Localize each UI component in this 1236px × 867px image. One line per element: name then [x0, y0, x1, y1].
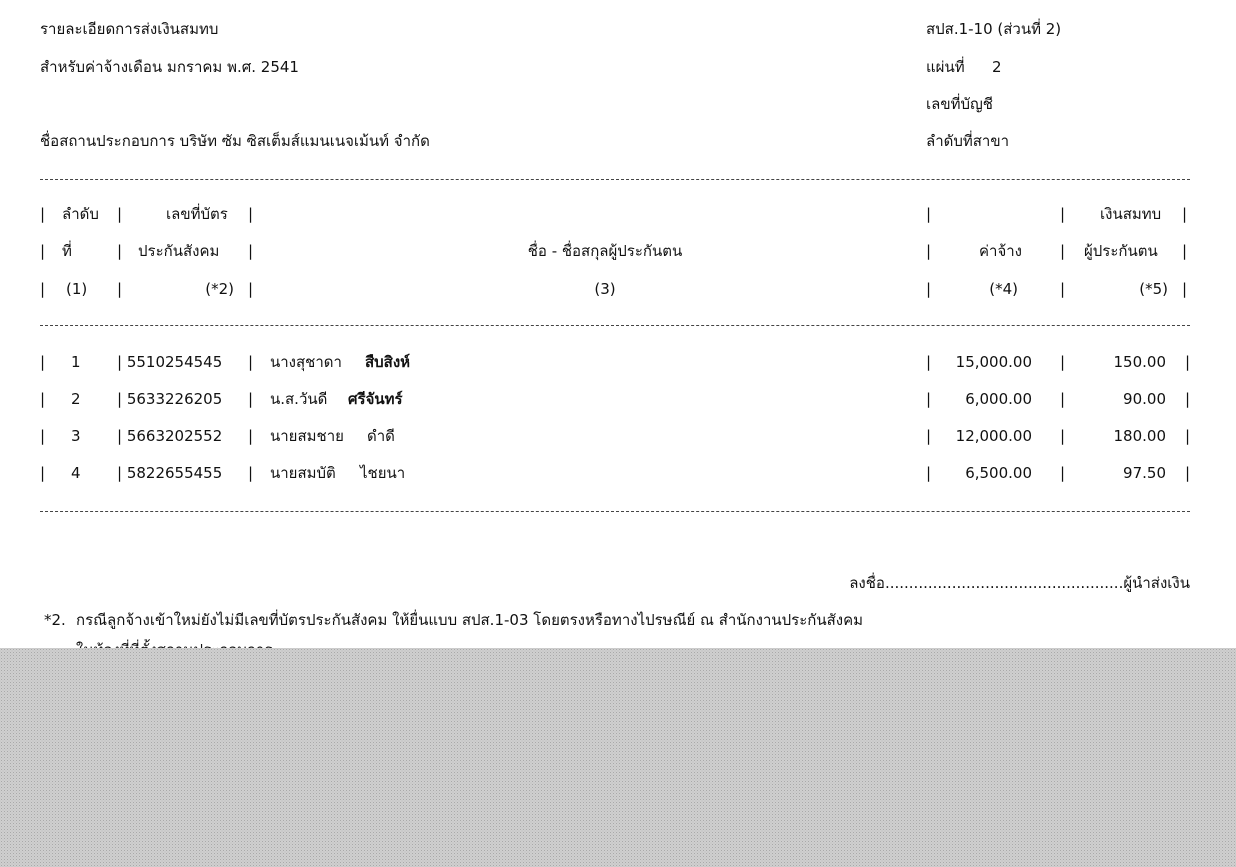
note-text: กรณีลูกจ้างเข้าใหม่ยังไม่มีเลขที่บัตรประกันสังคม ให้ยื่นแบบ สปส.1-03 โดยตรงหรือทางไปรษณีย์ ณ สำนักงานประกันสังคม — [76, 611, 864, 629]
row-wage: 12,000.00 — [955, 427, 1032, 445]
row-contrib: 90.00 — [1123, 390, 1166, 408]
scan-background — [0, 648, 1236, 867]
bar: | — [40, 353, 46, 371]
bar: | — [1060, 427, 1066, 445]
row-wage: 6,000.00 — [965, 390, 1032, 408]
sheet-number: 2 — [992, 58, 1002, 76]
row-card-number: 5663202552 — [126, 427, 223, 445]
account-label: เลขที่บัญชี — [926, 95, 993, 113]
document-title: รายละเอียดการส่งเงินสมทบ — [40, 20, 219, 38]
header-contrib-1: เงินสมทบ — [1100, 205, 1162, 223]
bar: | — [1060, 390, 1066, 408]
row-title: นายสมชาย — [270, 427, 344, 445]
bar: | — [40, 242, 46, 260]
header-card-3: (*2) — [205, 280, 234, 298]
form-code: สปส.1-10 (ส่วนที่ 2) — [926, 20, 1062, 38]
bar: | — [117, 205, 123, 223]
header-wage-2: ค่าจ้าง — [979, 242, 1022, 260]
row-card: | 5510254545 — [117, 353, 223, 371]
row-wage: 6,500.00 — [965, 464, 1032, 482]
header-wage-3: (*4) — [989, 280, 1018, 298]
header-contrib-3: (*5) — [1139, 280, 1168, 298]
bar: | — [40, 464, 46, 482]
employer-name: ชื่อสถานประกอบการ บริษัท ซัม ซิสเต็มส์แมนเนจเม้นท์ จำกัด — [40, 132, 430, 150]
row-contrib: 97.50 — [1123, 464, 1166, 482]
bar: | — [926, 280, 932, 298]
header-card-1: เลขที่บัตร — [166, 205, 228, 223]
bar: | — [926, 464, 932, 482]
bar: | — [1185, 464, 1191, 482]
row-title: นายสมบัติ — [270, 464, 336, 482]
bar: | — [40, 280, 46, 298]
bar: | — [40, 390, 46, 408]
bar: | — [1182, 242, 1188, 260]
divider-middle — [40, 325, 1190, 326]
bar: | — [1185, 353, 1191, 371]
bar: | — [1185, 427, 1191, 445]
divider-bottom — [40, 511, 1190, 512]
row-surname: ดำดี — [367, 427, 395, 445]
bar: | — [1060, 464, 1066, 482]
row-contrib: 180.00 — [1113, 427, 1166, 445]
bar: | — [117, 280, 123, 298]
row-surname: สืบสิงห์ — [365, 353, 411, 371]
header-seq-3: (1) — [66, 280, 88, 298]
row-card-number: 5510254545 — [126, 353, 223, 371]
branch-label: ลำดับที่สาขา — [926, 132, 1010, 150]
bar: | — [926, 390, 932, 408]
row-seq: 2 — [71, 390, 81, 408]
row-card-number: 5633226205 — [126, 390, 223, 408]
bar: | — [248, 242, 254, 260]
row-wage: 15,000.00 — [955, 353, 1032, 371]
bar: | — [248, 390, 254, 408]
header-name-3: (3) — [594, 280, 616, 298]
bar: | — [248, 280, 254, 298]
row-contrib: 150.00 — [1113, 353, 1166, 371]
divider-top — [40, 179, 1190, 180]
bar: | — [1060, 242, 1066, 260]
bar: | — [40, 427, 46, 445]
bar: | — [117, 242, 123, 260]
bar: | — [1185, 390, 1191, 408]
row-seq: 4 — [71, 464, 81, 482]
note-marker: *2. — [44, 611, 66, 629]
row-surname: ศรีจันทร์ — [348, 390, 403, 408]
row-title: นางสุชาดา — [270, 353, 342, 371]
bar: | — [1060, 205, 1066, 223]
header-card-2: ประกันสังคม — [138, 242, 220, 260]
bar: | — [1060, 353, 1066, 371]
header-contrib-2: ผู้ประกันตน — [1084, 242, 1158, 260]
row-card: | 5633226205 — [117, 390, 223, 408]
bar: | — [1182, 205, 1188, 223]
row-title: น.ส.วันดี — [270, 390, 328, 408]
bar: | — [248, 205, 254, 223]
sheet-label: แผ่นที่ — [926, 58, 965, 76]
bar: | — [926, 242, 932, 260]
row-seq: 1 — [71, 353, 81, 371]
signature-line: ลงชื่อ..................................................ผู้นำส่งเงิน — [849, 574, 1190, 592]
header-seq-2: ที่ — [62, 242, 72, 260]
bar: | — [926, 427, 932, 445]
row-surname: ไชยนา — [360, 464, 406, 482]
bar: | — [248, 353, 254, 371]
bar: | — [926, 353, 932, 371]
header-name-2: ชื่อ - ชื่อสกุลผู้ประกันตน — [527, 242, 683, 260]
bar: | — [248, 427, 254, 445]
row-seq: 3 — [71, 427, 81, 445]
bar: | — [926, 205, 932, 223]
period-text: สำหรับค่าจ้างเดือน มกราคม พ.ศ. 2541 — [40, 58, 299, 76]
row-card-number: 5822655455 — [126, 464, 223, 482]
bar: | — [40, 205, 46, 223]
bar: | — [248, 464, 254, 482]
bar: | — [1060, 280, 1066, 298]
row-card: | 5822655455 — [117, 464, 223, 482]
row-card: | 5663202552 — [117, 427, 223, 445]
bar: | — [1182, 280, 1188, 298]
header-seq-1: ลำดับ — [62, 205, 99, 223]
